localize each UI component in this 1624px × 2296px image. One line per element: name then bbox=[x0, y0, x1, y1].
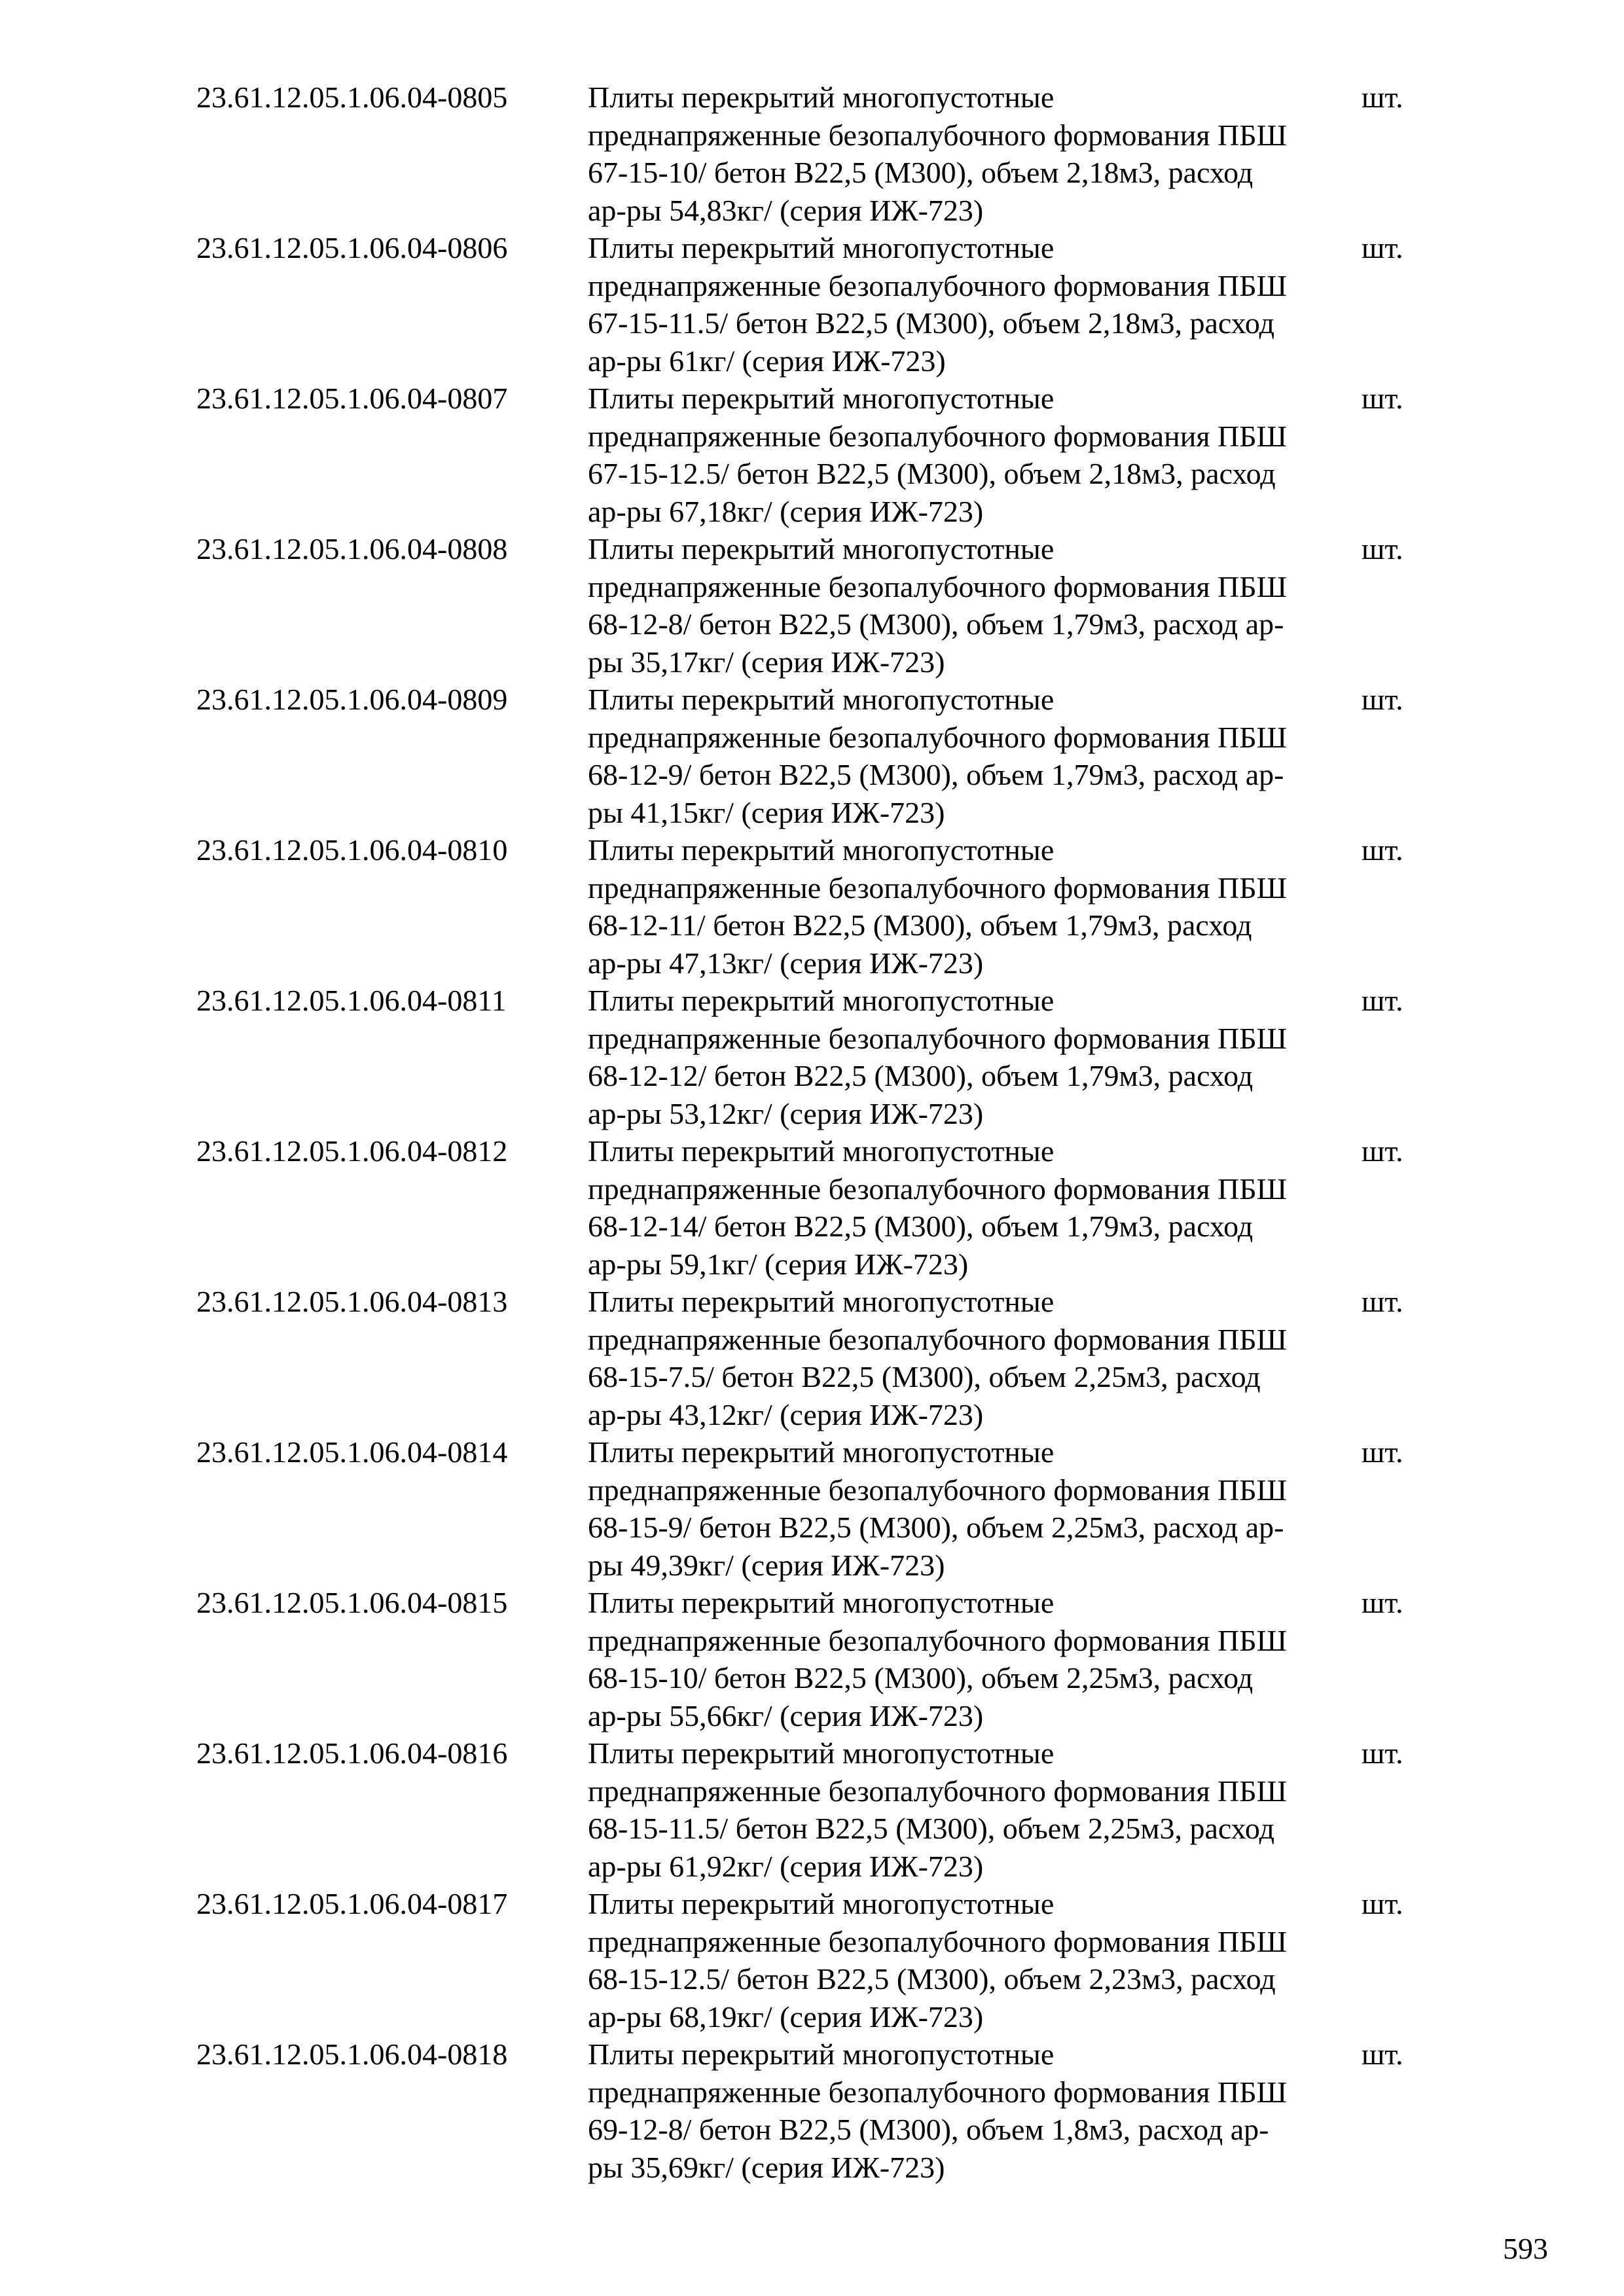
description-line: ар-ры 59,1кг/ (серия ИЖ-723) bbox=[588, 1247, 969, 1281]
description-line: Плиты перекрытий многопустотные bbox=[588, 2037, 1055, 2071]
item-unit: шт. bbox=[1362, 984, 1403, 1017]
description-line: 68-15-11.5/ бетон В22,5 (М300), объем 2,25м3, расход bbox=[588, 1812, 1274, 1845]
item-code: 23.61.12.05.1.06.04-0815 bbox=[196, 1586, 508, 1619]
list-item bbox=[196, 982, 1440, 1132]
description-line: ар-ры 47,13кг/ (серия ИЖ-723) bbox=[588, 946, 984, 980]
description-line: ар-ры 68,19кг/ (серия ИЖ-723) bbox=[588, 2000, 984, 2034]
description-line: Плиты перекрытий многопустотные bbox=[588, 1736, 1055, 1770]
list-item bbox=[196, 1433, 1440, 1584]
item-description bbox=[588, 530, 1288, 681]
list-item bbox=[196, 831, 1440, 982]
description-line: Плиты перекрытий многопустотные bbox=[588, 833, 1055, 867]
item-description bbox=[588, 229, 1288, 380]
description-line: преднапряженные безопалубочного формования ПБШ bbox=[588, 2075, 1288, 2109]
list-item bbox=[196, 530, 1440, 681]
list-item bbox=[196, 1584, 1440, 1734]
list-item bbox=[196, 1132, 1440, 1283]
item-unit: шт. bbox=[1362, 1285, 1403, 1318]
item-description bbox=[588, 831, 1288, 982]
item-unit: шт. bbox=[1362, 382, 1403, 415]
description-line: Плиты перекрытий многопустотные bbox=[588, 382, 1055, 415]
description-line: ры 35,17кг/ (серия ИЖ-723) bbox=[588, 645, 945, 679]
description-line: Плиты перекрытий многопустотные bbox=[588, 984, 1055, 1017]
description-line: Плиты перекрытий многопустотные bbox=[588, 1285, 1055, 1318]
description-line: преднапряженные безопалубочного формования ПБШ bbox=[588, 1172, 1288, 1206]
description-line: преднапряженные безопалубочного формования ПБШ bbox=[588, 1924, 1288, 1958]
item-unit: шт. bbox=[1362, 1134, 1403, 1168]
page-number: 593 bbox=[1503, 2232, 1548, 2265]
item-code: 23.61.12.05.1.06.04-0814 bbox=[196, 1435, 508, 1469]
item-description bbox=[588, 982, 1288, 1132]
item-code: 23.61.12.05.1.06.04-0808 bbox=[196, 532, 508, 565]
description-line: 69-12-8/ бетон В22,5 (М300), объем 1,8м3, расход ар- bbox=[588, 2113, 1269, 2146]
list-item bbox=[196, 229, 1440, 380]
item-unit: шт. bbox=[1362, 833, 1403, 867]
description-line: преднапряженные безопалубочного формования ПБШ bbox=[588, 569, 1288, 603]
description-line: ар-ры 61,92кг/ (серия ИЖ-723) bbox=[588, 1849, 984, 1883]
description-line: преднапряженные безопалубочного формования ПБШ bbox=[588, 268, 1288, 302]
description-line: Плиты перекрытий многопустотные bbox=[588, 1134, 1055, 1168]
description-line: 67-15-12.5/ бетон В22,5 (М300), объем 2,18м3, расход bbox=[588, 457, 1276, 490]
item-unit: шт. bbox=[1362, 683, 1403, 716]
item-code: 23.61.12.05.1.06.04-0818 bbox=[196, 2037, 508, 2071]
description-line: преднапряженные безопалубочного формования ПБШ bbox=[588, 1774, 1288, 1808]
description-line: 68-15-10/ бетон В22,5 (М300), объем 2,25м3, расход bbox=[588, 1661, 1254, 1695]
item-description bbox=[588, 1584, 1288, 1734]
list-item bbox=[196, 681, 1440, 831]
description-line: Плиты перекрытий многопустотные bbox=[588, 1586, 1055, 1619]
price-list-entries bbox=[196, 79, 1440, 2186]
item-unit: шт. bbox=[1362, 1586, 1403, 1619]
description-line: 68-12-12/ бетон В22,5 (М300), объем 1,79м3, расход bbox=[588, 1059, 1254, 1092]
description-line: 68-12-8/ бетон В22,5 (М300), объем 1,79м3, расход ар- bbox=[588, 607, 1284, 641]
item-unit: шт. bbox=[1362, 1736, 1403, 1770]
description-line: ар-ры 61кг/ (серия ИЖ-723) bbox=[588, 344, 946, 378]
description-line: преднапряженные безопалубочного формования ПБШ bbox=[588, 118, 1288, 152]
description-line: Плиты перекрытий многопустотные bbox=[588, 231, 1055, 264]
item-code: 23.61.12.05.1.06.04-0816 bbox=[196, 1736, 508, 1770]
description-line: ры 41,15кг/ (серия ИЖ-723) bbox=[588, 795, 945, 829]
description-line: 67-15-10/ бетон В22,5 (М300), объем 2,18м3, расход bbox=[588, 156, 1254, 189]
item-description bbox=[588, 1132, 1288, 1283]
description-line: преднапряженные безопалубочного формования ПБШ bbox=[588, 720, 1288, 754]
list-item bbox=[196, 1283, 1440, 1433]
list-item bbox=[196, 79, 1440, 229]
description-line: Плиты перекрытий многопустотные bbox=[588, 1887, 1055, 1920]
description-line: Плиты перекрытий многопустотные bbox=[588, 683, 1055, 716]
description-line: ар-ры 67,18кг/ (серия ИЖ-723) bbox=[588, 494, 984, 528]
item-description bbox=[588, 1734, 1288, 1885]
item-code: 23.61.12.05.1.06.04-0805 bbox=[196, 81, 508, 114]
description-line: ар-ры 54,83кг/ (серия ИЖ-723) bbox=[588, 193, 984, 227]
item-unit: шт. bbox=[1362, 81, 1403, 114]
list-item bbox=[196, 2036, 1440, 2186]
item-unit: шт. bbox=[1362, 532, 1403, 565]
item-code: 23.61.12.05.1.06.04-0809 bbox=[196, 683, 508, 716]
item-code: 23.61.12.05.1.06.04-0813 bbox=[196, 1285, 508, 1318]
item-description bbox=[588, 2036, 1288, 2186]
item-description bbox=[588, 1433, 1288, 1584]
description-line: Плиты перекрытий многопустотные bbox=[588, 81, 1055, 114]
item-description bbox=[588, 79, 1288, 229]
item-unit: шт. bbox=[1362, 231, 1403, 264]
description-line: преднапряженные безопалубочного формования ПБШ bbox=[588, 1473, 1288, 1507]
description-line: Плиты перекрытий многопустотные bbox=[588, 1435, 1055, 1469]
description-line: преднапряженные безопалубочного формования ПБШ bbox=[588, 1021, 1288, 1055]
list-item bbox=[196, 380, 1440, 530]
description-line: 68-15-9/ бетон В22,5 (М300), объем 2,25м3, расход ар- bbox=[588, 1511, 1284, 1544]
description-line: 68-12-9/ бетон В22,5 (М300), объем 1,79м3, расход ар- bbox=[588, 758, 1284, 791]
description-line: ры 49,39кг/ (серия ИЖ-723) bbox=[588, 1548, 945, 1582]
description-line: ар-ры 55,66кг/ (серия ИЖ-723) bbox=[588, 1698, 984, 1732]
description-line: преднапряженные безопалубочного формования ПБШ bbox=[588, 870, 1288, 905]
description-line: 68-12-14/ бетон В22,5 (М300), объем 1,79м3, расход bbox=[588, 1210, 1254, 1243]
item-description bbox=[588, 380, 1288, 530]
list-item bbox=[196, 1734, 1440, 1885]
description-line: 67-15-11.5/ бетон В22,5 (М300), объем 2,18м3, расход bbox=[588, 306, 1274, 340]
description-line: ар-ры 43,12кг/ (серия ИЖ-723) bbox=[588, 1397, 984, 1431]
description-line: 68-15-12.5/ бетон В22,5 (М300), объем 2,23м3, расход bbox=[588, 1962, 1276, 1996]
item-code: 23.61.12.05.1.06.04-0807 bbox=[196, 382, 508, 415]
item-unit: шт. bbox=[1362, 1435, 1403, 1469]
description-line: преднапряженные безопалубочного формования ПБШ bbox=[588, 1623, 1288, 1657]
item-code: 23.61.12.05.1.06.04-0810 bbox=[196, 833, 508, 867]
description-line: ар-ры 53,12кг/ (серия ИЖ-723) bbox=[588, 1096, 984, 1130]
description-line: преднапряженные безопалубочного формования ПБШ bbox=[588, 419, 1288, 453]
item-code: 23.61.12.05.1.06.04-0806 bbox=[196, 231, 508, 264]
item-description bbox=[588, 681, 1288, 831]
list-item bbox=[196, 1885, 1440, 2036]
description-line: ры 35,69кг/ (серия ИЖ-723) bbox=[588, 2150, 945, 2184]
item-code: 23.61.12.05.1.06.04-0812 bbox=[196, 1134, 508, 1168]
item-code: 23.61.12.05.1.06.04-0817 bbox=[196, 1887, 508, 1920]
description-line: 68-15-7.5/ бетон В22,5 (М300), объем 2,25м3, расход bbox=[588, 1360, 1261, 1393]
description-line: преднапряженные безопалубочного формования ПБШ bbox=[588, 1322, 1288, 1356]
item-description bbox=[588, 1283, 1288, 1433]
item-unit: шт. bbox=[1362, 2037, 1403, 2071]
description-line: Плиты перекрытий многопустотные bbox=[588, 532, 1055, 565]
item-code: 23.61.12.05.1.06.04-0811 bbox=[196, 984, 507, 1017]
description-line: 68-12-11/ бетон В22,5 (М300), объем 1,79м3, расход bbox=[588, 908, 1252, 942]
item-unit: шт. bbox=[1362, 1887, 1403, 1920]
item-description bbox=[588, 1885, 1288, 2036]
